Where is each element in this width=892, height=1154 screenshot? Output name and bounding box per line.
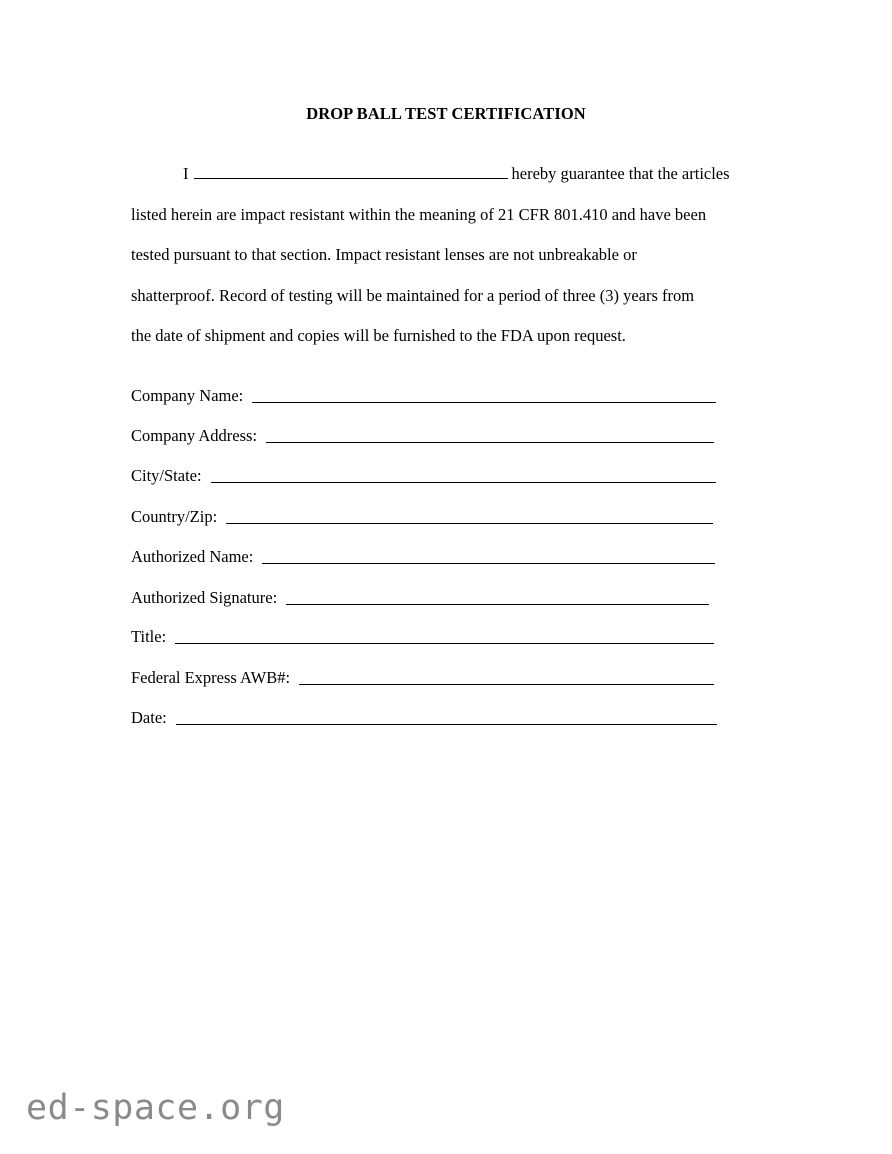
paragraph-prefix: I [183, 164, 189, 183]
date-field [131, 706, 717, 728]
date-label: Date: [131, 708, 167, 727]
company-address-blank[interactable] [266, 441, 714, 443]
date-blank[interactable] [176, 723, 717, 725]
fedex-awb-label: Federal Express AWB#: [131, 668, 291, 687]
company-name-blank[interactable] [252, 401, 716, 403]
city-state-label: City/State: [131, 466, 202, 485]
paragraph-line-4: shatterproof. Record of testing will be maintained for a period of three (3) years from [131, 286, 695, 305]
title-label: Title: [131, 627, 167, 646]
authorized-name-blank[interactable] [262, 562, 715, 564]
authorized-name-label: Authorized Name: [131, 547, 254, 566]
document-title: DROP BALL TEST CERTIFICATION [306, 104, 586, 123]
country-zip-label: Country/Zip: [131, 507, 218, 526]
company-name-field [131, 384, 716, 406]
paragraph-line-5: the date of shipment and copies will be furnished to the FDA upon request. [131, 326, 626, 345]
fedex-awb-blank[interactable] [299, 683, 714, 685]
paragraph-line-3: tested pursuant to that section. Impact resistant lenses are not unbreakable or [131, 245, 637, 264]
watermark-text: ed-space.org [26, 1088, 285, 1128]
authorized-signature-label: Authorized Signature: [131, 588, 278, 607]
paragraph-line-1 [183, 164, 730, 184]
city-state-field [131, 464, 716, 486]
company-address-field [131, 424, 714, 446]
paragraph-line-1-suffix: hereby guarantee that the articles [511, 164, 730, 183]
authorized-signature-field [131, 586, 709, 608]
authorized-signature-blank[interactable] [286, 603, 709, 605]
country-zip-blank[interactable] [226, 522, 713, 524]
country-zip-field [131, 505, 713, 527]
title-field [131, 625, 714, 647]
authorized-name-field [131, 545, 715, 567]
company-address-label: Company Address: [131, 426, 258, 445]
paragraph-line-2: listed herein are impact resistant within the meaning of 21 CFR 801.410 and have been [131, 205, 707, 224]
title-blank[interactable] [175, 642, 714, 644]
guarantor-name-blank[interactable] [194, 164, 508, 179]
fedex-awb-field [131, 666, 714, 688]
company-name-label: Company Name: [131, 386, 244, 405]
city-state-blank[interactable] [211, 481, 716, 483]
